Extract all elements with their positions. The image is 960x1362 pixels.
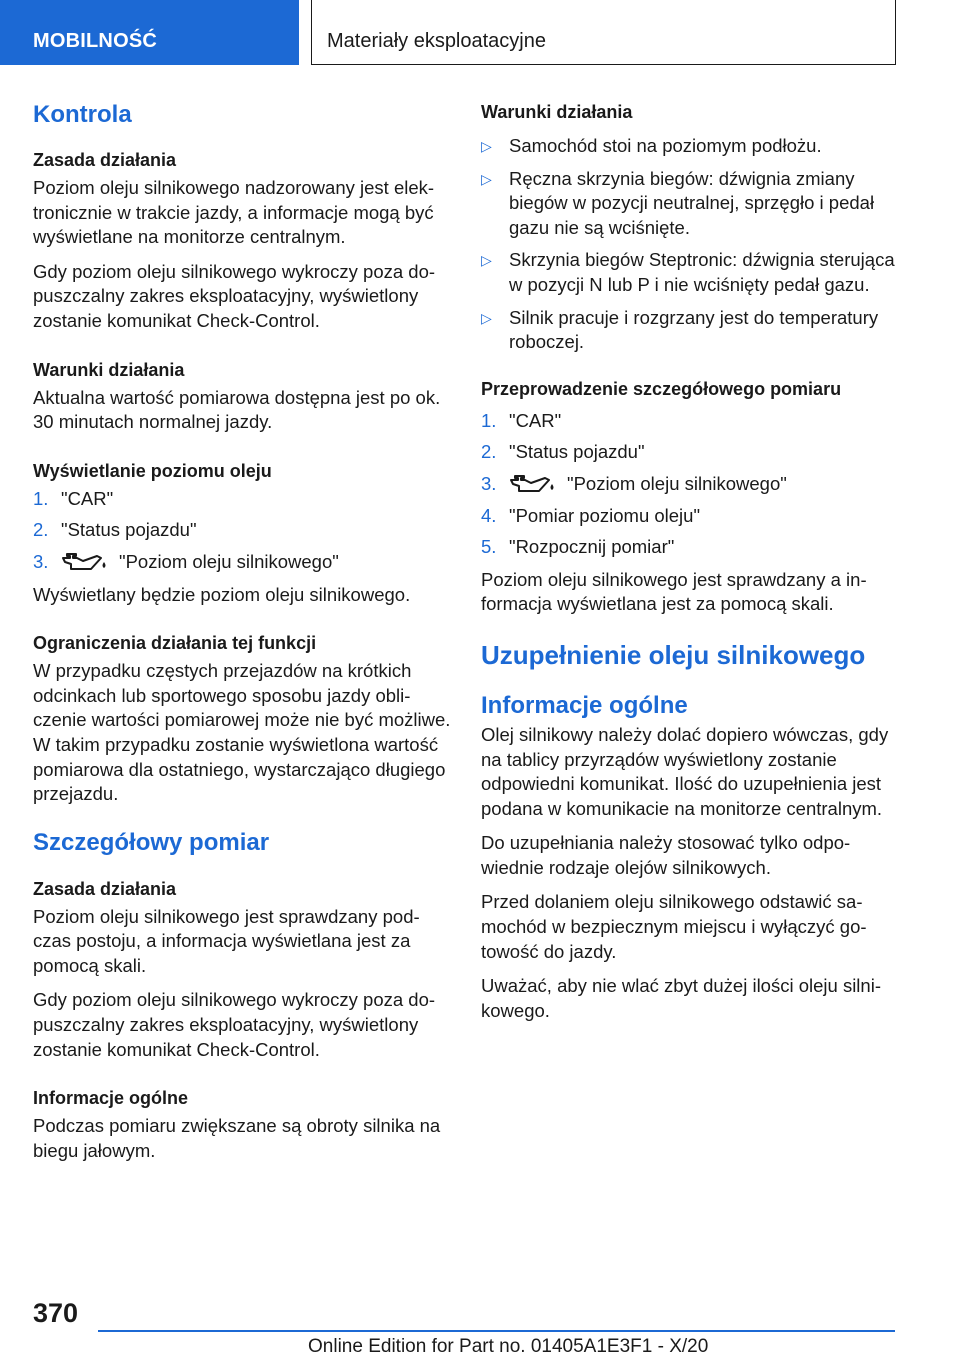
section-heading-szczegolowy: Szczegółowy pomiar <box>33 828 270 856</box>
triangle-right-icon: ▷ <box>481 252 492 269</box>
step-number: 1. <box>33 487 49 509</box>
subheading-ograniczenia: Ograniczenia działania tej funkcji <box>33 633 317 654</box>
list-item-text: Ręczna skrzynia biegów: dźwignia zmiany biegów w pozycji neutralnej, sprzęgło i pedał gazu nie są wciśnięte. <box>509 167 875 238</box>
step-number: 3. <box>481 472 497 494</box>
list-item <box>481 504 901 529</box>
paragraph: Poziom oleju silnikowego jest sprawdzany a informacja wyświetlana jest za pomocą skali. <box>481 568 867 615</box>
paragraph: Uważać, aby nie wlać zbyt dużej ilości oleju silnikowego. <box>481 975 881 1021</box>
step-number: 5. <box>481 536 497 558</box>
step-number: 1. <box>481 409 497 431</box>
list-item <box>481 440 901 465</box>
subheading-zasada: Zasada działania <box>33 150 177 170</box>
step-text: "CAR" <box>61 487 114 509</box>
paragraph: Poziom oleju silnikowego jest sprawdzany podczas postoju, a informacja wyświetlana jest za pomocą skali. <box>33 905 420 976</box>
list-item <box>481 167 901 241</box>
right-column <box>481 100 901 1033</box>
oil-can-icon <box>509 474 557 494</box>
steps-list <box>481 409 901 560</box>
section-tab <box>0 0 299 65</box>
list-item <box>481 306 901 355</box>
footer-edition: Online Edition for Part no. 01405A1E3F1 - X/20 <box>308 1336 709 1357</box>
subheading-zasada: Zasada działania <box>33 878 177 899</box>
subheading-warunki: Warunki działania <box>33 359 185 380</box>
paragraph: Olej silnikowy należy dolać dopiero wówczas, gdy na tablicy przyrządów wyświetlony zostanie odpowiedni komunikat. Ilość do uzupełnienia jest podana w komunikacie na monitorze centralnym. <box>481 723 889 819</box>
left-column <box>33 100 451 1173</box>
list-item-text: Silnik pracuje i rozgrzany jest do temperatury roboczej. <box>509 306 879 353</box>
page-number: 370 <box>33 1298 79 1328</box>
section-heading-informacje: Informacje ogólne <box>481 691 688 719</box>
list-item-text: Samochód stoi na poziomym podłożu. <box>509 135 822 156</box>
step-text: "Status pojazdu" <box>61 519 197 541</box>
paragraph: Przed dolaniem oleju silnikowego odstawić samochód w bezpiecznym miejscu i wyłączyć gotowość do jazdy. <box>481 891 867 962</box>
triangle-right-icon: ▷ <box>481 309 492 326</box>
oil-can-icon <box>61 552 109 572</box>
step-number: 4. <box>481 504 497 526</box>
list-item <box>481 472 901 497</box>
subheading-przeprowadzenie: Przeprowadzenie szczegółowego pomiaru <box>481 378 842 399</box>
section-heading-kontrola: Kontrola <box>33 101 132 128</box>
paragraph: Wyświetlany będzie poziom oleju silnikowego. <box>33 583 411 605</box>
section-heading-uzupelnienie: Uzupełnienie oleju silnikowego <box>481 639 866 670</box>
paragraph: Do uzupełniania należy stosować tylko odpowiednie rodzaje olejów silnikowych. <box>481 832 851 878</box>
step-text: "Poziom oleju silnikowego" <box>567 472 787 494</box>
paragraph: Poziom oleju silnikowego nadzorowany jest elektronicznie w trakcie jazdy, a informacje mogą być wyświetlane na monitorze centralnym. <box>33 177 435 248</box>
list-item <box>33 550 451 575</box>
step-number: 2. <box>33 519 49 541</box>
step-number: 3. <box>33 550 49 572</box>
list-item <box>33 518 451 543</box>
triangle-right-icon: ▷ <box>481 170 492 187</box>
list-item <box>33 487 451 512</box>
triangle-right-icon: ▷ <box>481 138 492 154</box>
conditions-list <box>481 134 901 355</box>
paragraph: Podczas pomiaru zwiększane są obroty silnika na biegu jałowym. <box>33 1115 441 1161</box>
paragraph: W przypadku częstych przejazdów na krótkich odcinkach lub sportowego sposobu jazdy obliczenie wartości pomiarowej może nie być możliwe. W takim przypadku zostanie wyświetlona wartość pomiarowa dla ostatniego, wystarczająco długiego przejazdu. <box>33 660 451 805</box>
list-item <box>481 248 901 297</box>
steps-list <box>33 487 451 575</box>
list-item <box>481 409 901 434</box>
list-item <box>481 535 901 560</box>
step-text: "Pomiar poziomu oleju" <box>509 504 701 526</box>
step-number: 2. <box>481 441 497 463</box>
subheading-wyswietlanie: Wyświetlanie poziomu oleju <box>33 460 272 481</box>
step-text: "Rozpocznij pomiar" <box>509 536 675 558</box>
step-text: "CAR" <box>509 409 562 431</box>
paragraph: Aktualna wartość pomiarowa dostępna jest po ok. 30 minutach normalnej jazdy. <box>33 386 441 433</box>
step-text: "Poziom oleju silnikowego" <box>119 550 339 572</box>
list-item <box>481 134 901 159</box>
subheading-informacje: Informacje ogólne <box>33 1088 189 1109</box>
section-title: MOBILNOŚĆ <box>33 30 158 52</box>
subheading-warunki: Warunki działania <box>481 102 633 122</box>
paragraph: Gdy poziom oleju silnikowego wykroczy poza dopuszczalny zakres eksploatacyjny, wyświetlony zostanie komunikat Check-Control. <box>33 260 436 331</box>
list-item-text: Skrzynia biegów Steptronic: dźwignia sterująca w pozycji N lub P i nie wciśnięty pedał gazu. <box>509 249 895 295</box>
chapter-header <box>311 0 896 65</box>
footer-divider <box>98 1330 895 1332</box>
chapter-title: Materiały eksploatacyjne <box>327 30 546 52</box>
step-text: "Status pojazdu" <box>509 441 645 463</box>
paragraph: Gdy poziom oleju silnikowego wykroczy poza dopuszczalny zakres eksploatacyjny, wyświetlony zostanie komunikat Check-Control. <box>33 989 436 1060</box>
